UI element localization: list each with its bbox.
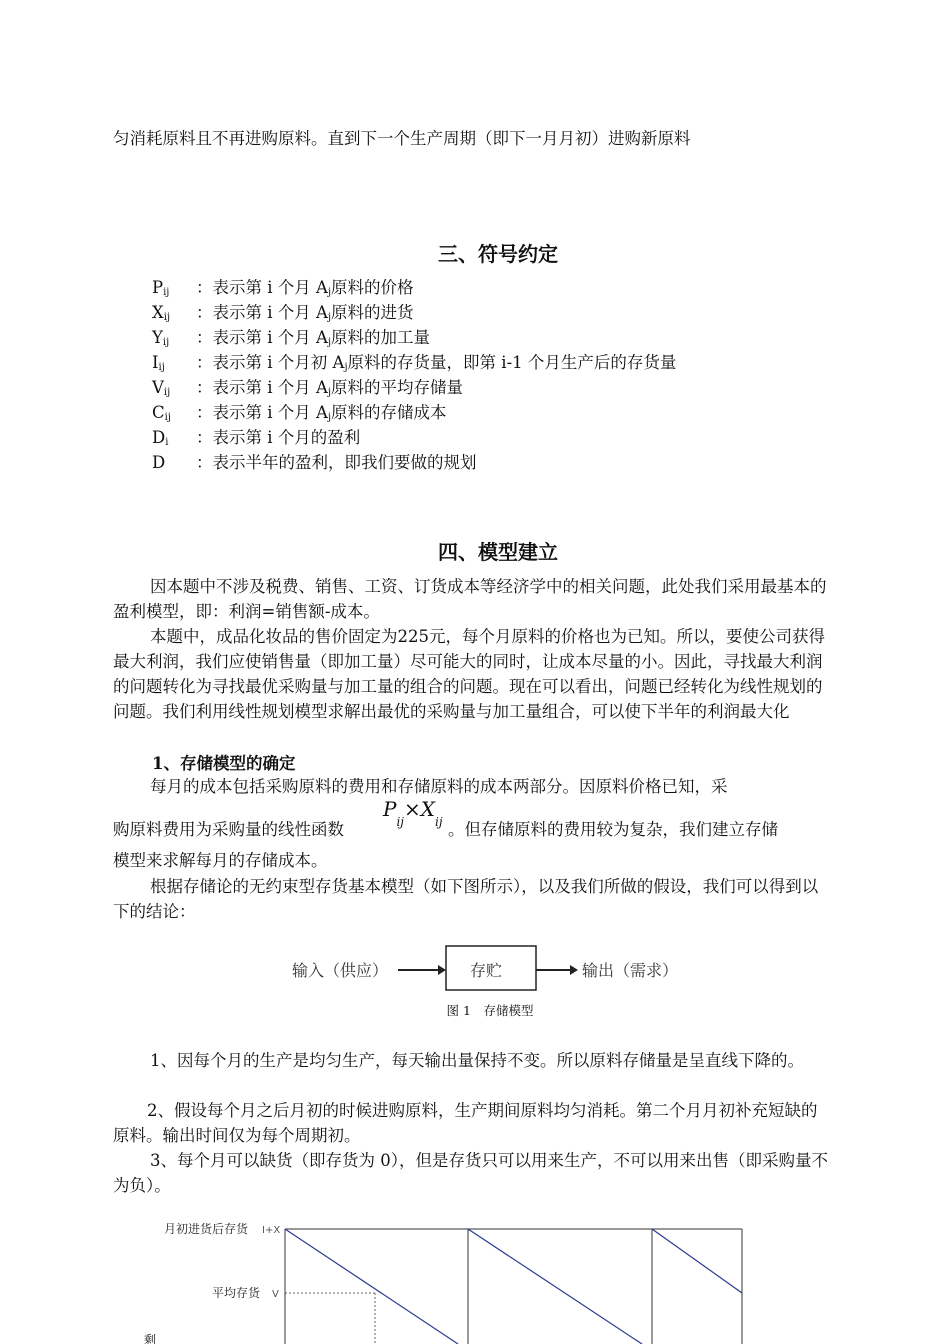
paragraph-3a: 每月的成本包括采购原料的费用和存储原料的成本两部分。因原料价格已知，采 <box>150 777 728 796</box>
fig2-decline-1 <box>285 1229 458 1344</box>
symbol-row <box>152 277 414 304</box>
fig2-avg-label: 平均存货 <box>212 1286 261 1300</box>
symbol-name: $Y_{ij}$ <box>152 328 170 348</box>
symbol-description: ：表示第 i 个月 $A_j$原料的加工量 <box>196 328 431 348</box>
formula-p: P <box>383 797 397 821</box>
symbol-row <box>152 352 676 379</box>
conclusion-1: 1、因每个月的生产是均匀生产，每天输出量保持不变。所以原料存储量是呈直线下降的。 <box>150 1051 804 1070</box>
conclusion-2: 2、假设每个月之后月初的时候进购原料，生产期间原料均匀消耗。第二个月月初补充短缺的原料。输出时间仅为每个周期初。 <box>113 1101 818 1145</box>
fig2-avg-symbol: V <box>272 1289 279 1300</box>
section3-title: 三、符号约定 <box>438 242 558 266</box>
fig2-bottom-label: 剩 <box>144 1333 157 1344</box>
paragraph-3b-text: 购原料费用为采购量的线性函数 <box>113 820 344 839</box>
symbol-row <box>152 402 447 429</box>
symbol-description: ：表示半年的盈利，即我们要做的规划 <box>196 453 477 472</box>
fig1-arrowhead-out <box>570 965 578 975</box>
subsection-1-title: 1、存储模型的确定 <box>152 754 296 773</box>
paragraph-3b <box>113 819 344 841</box>
symbol-row <box>152 452 477 479</box>
symbol-row <box>152 302 414 329</box>
symbol-description: ：表示第 i 个月 $A_j$原料的平均存储量 <box>196 378 464 398</box>
symbol-name: $I_{ij}$ <box>152 353 165 373</box>
fig2-top-label: 月初进货后存货 <box>164 1222 249 1236</box>
paragraph-4: 根据存储论的无约束型存货基本模型（如下图所示），以及我们所做的假设，我们可以得到以下的结论： <box>113 877 819 921</box>
symbol-name: $C_{ij}$ <box>152 403 171 423</box>
fig1-caption: 图 1 存储模型 <box>446 1003 534 1018</box>
symbol-description: ：表示第 i 个月的盈利 <box>196 428 361 447</box>
symbol-name: $P_{ij}$ <box>152 278 170 298</box>
fig2-top-symbol: I+X <box>262 1225 281 1236</box>
inventory-sawtooth-figure <box>120 1215 760 1344</box>
section4-title: 四、模型建立 <box>438 540 558 564</box>
symbol-description: ：表示第 i 个月初 $A_j$原料的存货量，即第 i-1 个月生产后的存货量 <box>196 353 677 373</box>
fig1-input-label: 输入（供应） <box>292 961 389 980</box>
fig2-decline-2 <box>468 1229 642 1344</box>
storage-model-figure <box>280 940 700 998</box>
formula-sub-2: ij <box>435 815 443 829</box>
formula-times: × <box>404 797 421 821</box>
symbol-name: D <box>152 453 166 472</box>
formula-x: X <box>420 797 436 821</box>
symbol-name: $V_{ij}$ <box>152 378 171 398</box>
symbol-row <box>152 377 463 404</box>
paragraph-1: 因本题中不涉及税费、销售、工资、订货成本等经济学中的相关问题，此处我们采用最基本的盈利模型，即：利润=销售额-成本。 <box>113 577 827 621</box>
symbol-description: ：表示第 i 个月 $A_j$原料的价格 <box>196 278 414 298</box>
paragraph-2: 本题中，成品化妆品的售价固定为225元，每个月原料的价格也为已知。所以，要使公司获得最大利润，我们应使销售量（即加工量）尽可能大的同时，让成本尽量的小。因此，寻找最大利润的问题转化为寻找最优采购量与加工量的组合的问题。现在可以看出，问题已经转化为线性规划的问题。我们利用线性规划模型求解出最优的采购量与加工量组合，可以使下半年的利润最大化 <box>113 627 825 721</box>
paragraph-3d: 模型来求解每月的存储成本。 <box>113 851 328 870</box>
formula-pij-xij <box>383 797 443 829</box>
fig1-output-label: 输出（需求） <box>582 961 679 980</box>
fig2-decline-3 <box>652 1229 742 1293</box>
symbol-name: $X_{ij}$ <box>152 303 171 323</box>
paragraph-3c: 。但存储原料的费用较为复杂，我们建立存储 <box>448 820 778 839</box>
top-line: 匀消耗原料且不再进购原料。直到下一个生产周期（即下一月月初）进购新原料 <box>113 129 691 148</box>
conclusion-3: 3、每个月可以缺货（即存货为 0），但是存货只可以用来生产，不可以用来出售（即采购量不为负）。 <box>113 1151 828 1195</box>
symbol-description: ：表示第 i 个月 $A_j$原料的存储成本 <box>196 403 447 423</box>
symbol-row <box>152 327 430 354</box>
formula-sub-1: ij <box>396 815 405 829</box>
symbol-row <box>152 427 360 454</box>
symbol-name: $D_i$ <box>152 428 169 448</box>
fig1-arrowhead-in <box>438 965 446 975</box>
symbol-description: ：表示第 i 个月 $A_j$原料的进货 <box>196 303 414 323</box>
fig1-box-label: 存贮 <box>470 961 503 980</box>
